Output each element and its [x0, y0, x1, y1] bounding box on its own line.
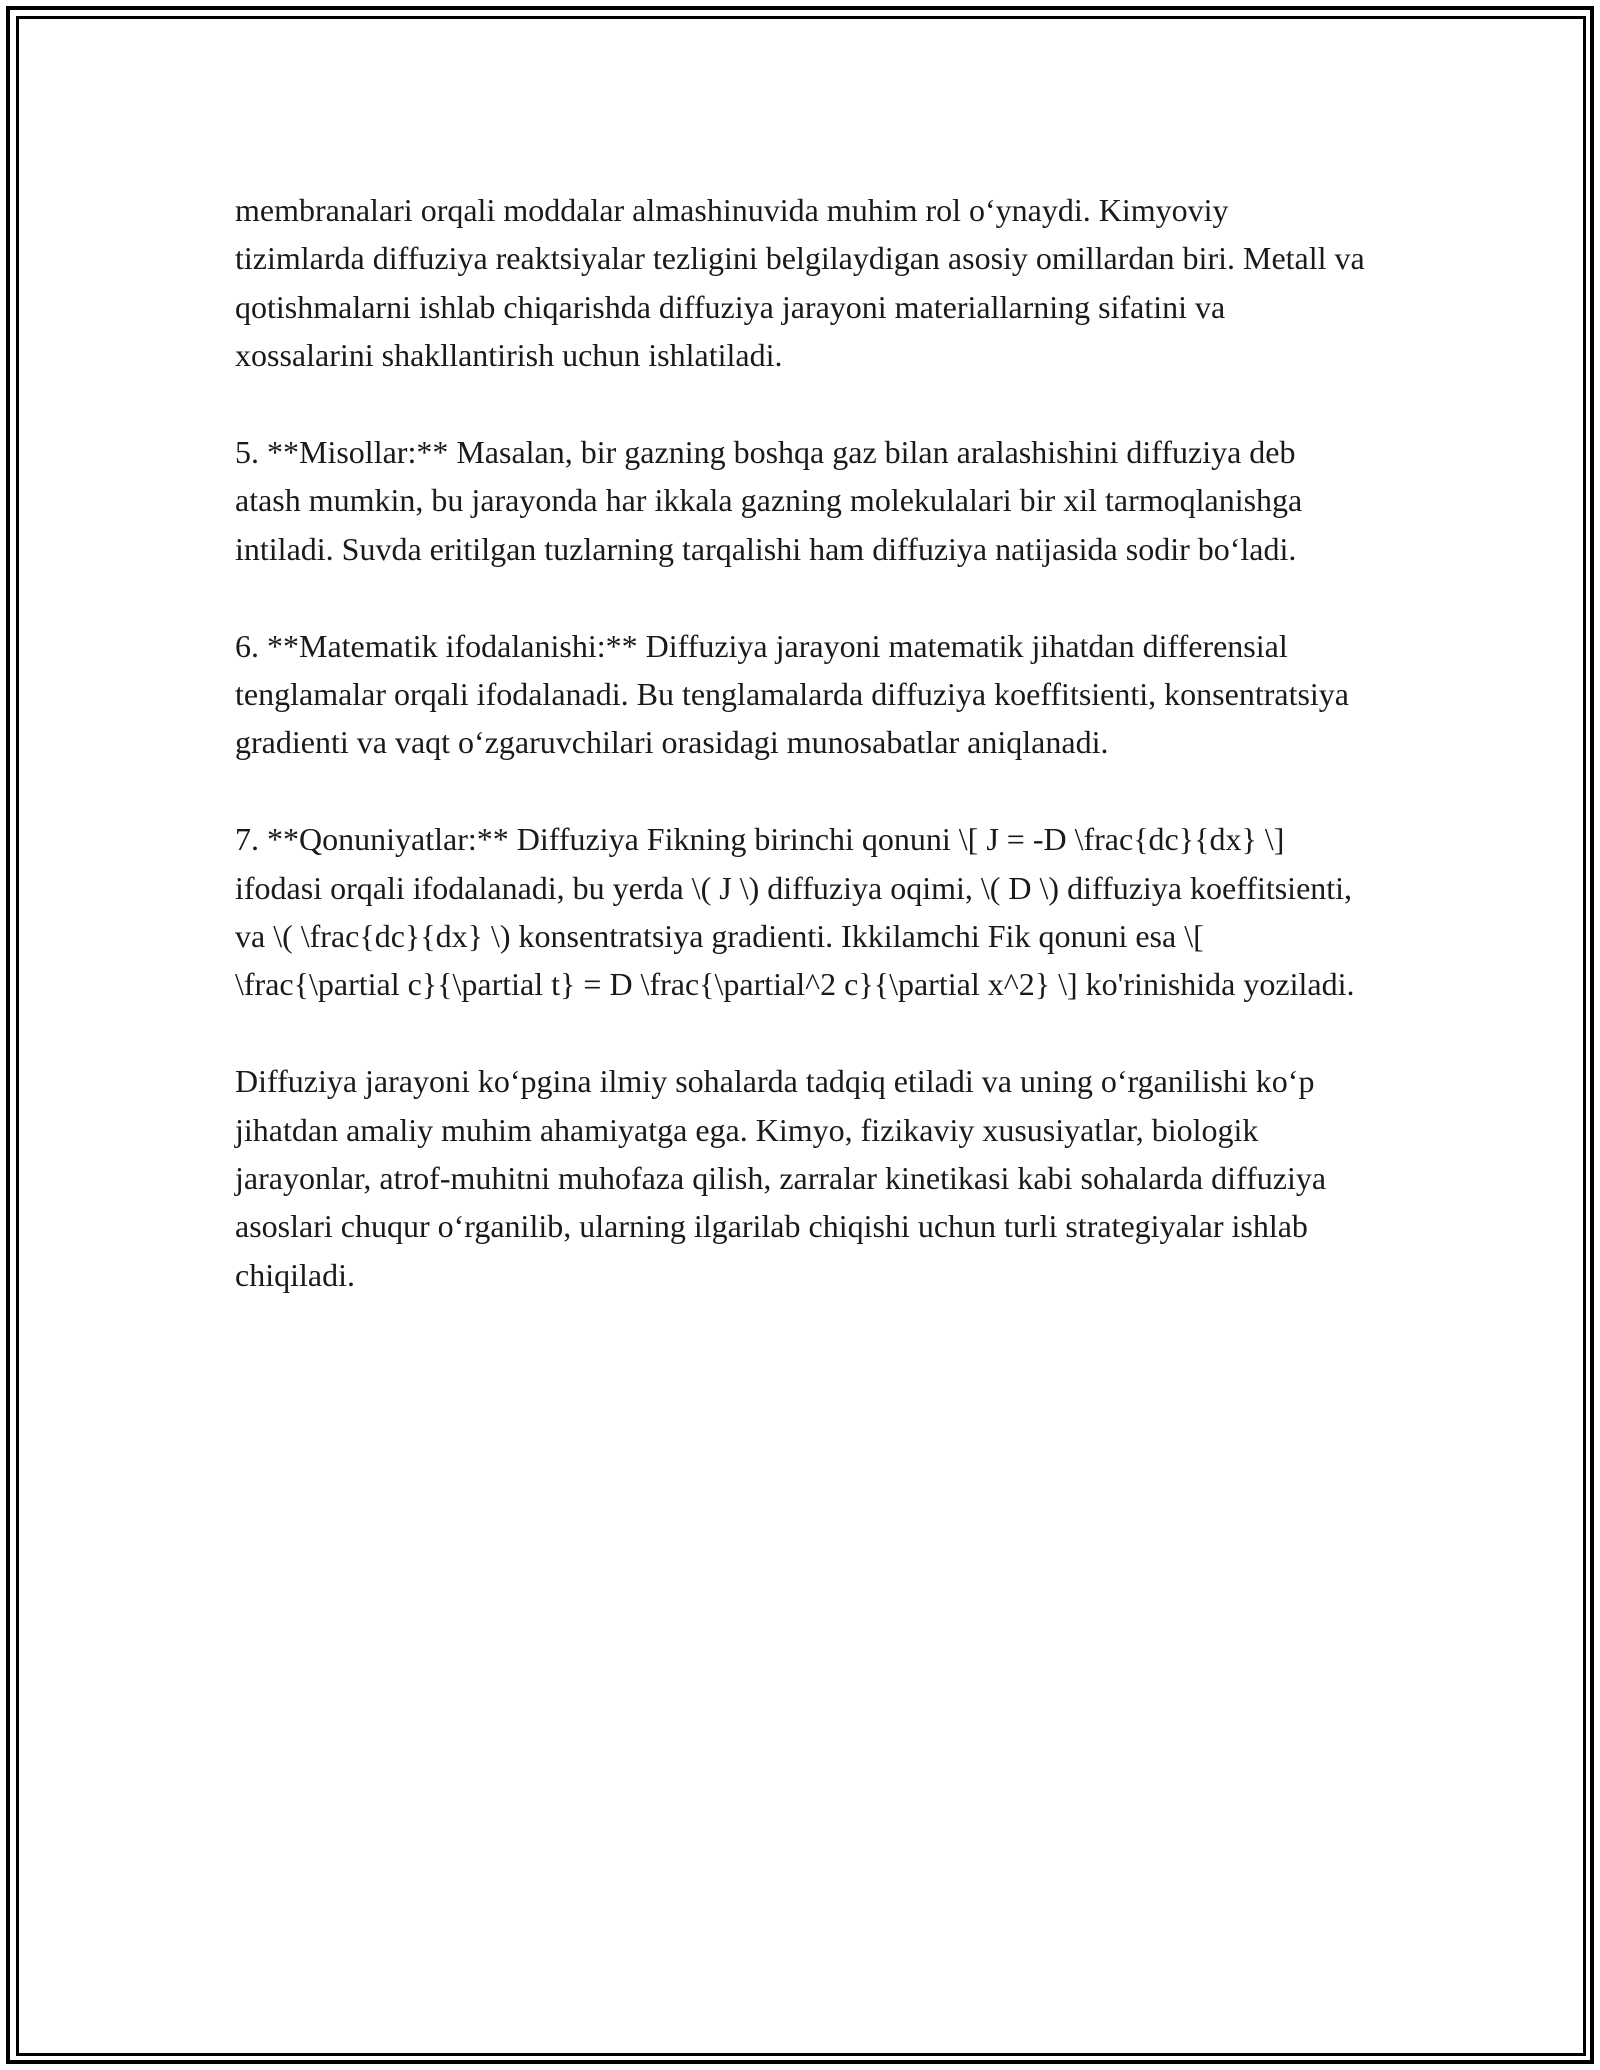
document-body: [235, 186, 1365, 1348]
paragraph-mathematical-expression: 6. **Matematik ifodalanishi:** Diffuziya jarayoni matematik jihatdan differensial tenglamalar orqali ifodalanadi. Bu tenglamalarda diffuziya koeffitsienti, konsentratsiya gradienti va vaqt o‘zgaruvchilari orasidagi munosabatlar aniqlanadi.: [235, 627, 1349, 761]
paragraph-laws: 7. **Qonuniyatlar:** Diffuziya Fikning birinchi qonuni \[ J = -D \frac{dc}{dx} \] ifodasi orqali ifodalanadi, bu yerda \( J \) diffuziya oqimi, \( D \) diffuziya koeffitsienti, va \( \frac{dc}{dx} \) konsentratsiya gradienti. Ikkilamchi Fik qonuni esa \[ \frac{\partial c}{\partial t} = D \frac{\partial^2 c}{\partial x^2} \] ko'rinishida yoziladi.: [235, 821, 1355, 1003]
paragraph-examples: 5. **Misollar:** Masalan, bir gazning boshqa gaz bilan aralashishini diffuziya deb atash mumkin, bu jarayonda har ikkala gazning molekulalari bir xil tarmoqlanishga intiladi. Suvda eritilgan tuzlarning tarqalishi ham diffuziya natijasida sodir bo‘ladi.: [235, 434, 1303, 567]
paragraph-conclusion: Diffuziya jarayoni ko‘pgina ilmiy sohalarda tadqiq etiladi va uning o‘rganilishi ko‘p jihatdan amaliy muhim ahamiyatga ega. Kimyo, fizikaviy xususiyatlar, biologik jarayonlar, atrof-muhitni muhofaza qilish, zarralar kinetikasi kabi sohalarda diffuziya asoslari chuqur o‘rganilib, ularning ilgarilab chiqishi uchun turli strategiyalar ishlab chiqiladi.: [235, 1063, 1327, 1293]
paragraph-diffusion-applications: membranalari orqali moddalar almashinuvida muhim rol o‘ynaydi. Kimyoviy tizimlarda diffuziya reaktsiyalar tezligini belgilaydigan asosiy omillardan biri. Metall va qotishmalarni ishlab chiqarishda diffuziya jarayoni materiallarning sifatini va xossalarini shakllantirish uchun ishlatiladi.: [235, 192, 1365, 374]
